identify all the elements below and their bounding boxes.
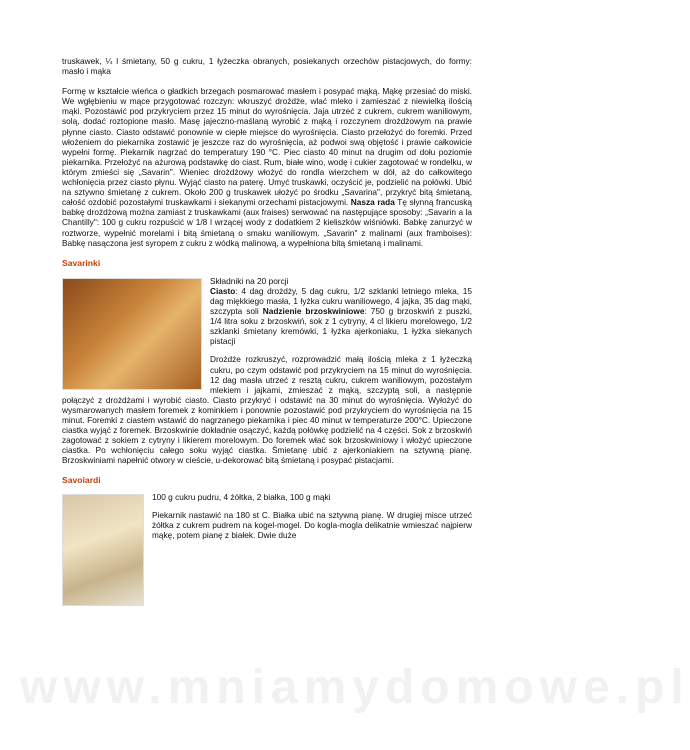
savarin-method: Formę w kształcie wieńca o gładkich brzegach posmarować masłem i posypać mąką. Mąkę przesiać do miski. We wgłębieniu w mące przygotować rozczyn: wkruszyć drożdże, wlać mleko i zamieszać z niewielką ilością mąki. Pozostawić pod przykryciem przez 15 minut do wyrośnięcia. Jaja utrzeć z cukrem, cukrem waniliowym, solą, dodać roztopione masło. Masę jajeczno-maślaną wyrobić z mąką i rozczynem drożdżowym na prawie płynne ciasto. Ciasto odstawić ponownie w ciepłe miejsce do wyrośnięcia. Ciasto przełożyć do foremki. Przed włożeniem do piekarnika zostawić je jeszcze raz do wyrośnięcia, aż podwoi swą objętość i prawie całkowicie wypełni formę. Piekarnik nagrzać do temperatury 190 °C. Piec ciasto 40 minut na drugim od dołu poziomie piekarnika. Przełożyć na ażurową podstawkę do ciast. Rum, białe wino, wodę i cukier zagotować w rondelku, w którym zmieści się „Savarin". Wieniec drożdżowy włożyć do rondla wierzchem w dół, aż do całkowitego wchłonięcia przez ciasto płynu. Wyjąć ciasto na paterę. Umyć truskawki, oczyścić je, podzielić na połówki. Ubić na sztywno śmietanę z cukrem. Około 200 g truskawek ułożyć po środku „Savarina", przykryć bitą śmietaną, całość ozdobić pozostałymi truskawkami i siekanymi orzechami pistacjowymi. Nasza rada Tę słynną francuską babkę drożdżową można zamiast z truskawkami (aux fraises) serwować na następujące sposoby: „Savarin a la Chantilly": 100 g cukru rozpuścić w 1/8 l wrzącej wody z dodatkiem 2 kieliszków wiśniówki. Babkę zanurzyć w roztworze, wypełnić morelami i bitą śmietaną o smaku waniliowym. „Savarin" z malinami (aux framboises): Babkę nasączona jest syropem z cukru z wódką malinową, a wypełniona bitą śmietaną i malinami. (62, 86, 472, 248)
savarinki-portions: Składniki na 20 porcji (210, 275, 289, 286)
savoiardi-ingredients: 100 g cukru pudru, 4 żółtka, 2 białka, 100 g mąki (152, 491, 331, 502)
savarinki-ingredients: Ciasto: 4 dag drożdży, 5 dag cukru, 1/2 szklanki letniego mleka, 15 dag miękkiego masła, 1 łyżka cukru waniliowego, 4 jajka, 35 dag mąki, szczypta soli Nadzienie brzoskwiniowe: 750 g brzoskwiń z puszki, 1/4 litra soku z brzoskwiń, sok z 1 cytryny, 4 cl likieru morelowego, 1/2 szklanki śmietany kremówki, 1 łyżka ajerkoniaku, 1 łyżka siekanych pistacji (210, 285, 473, 347)
savoiardi-method: Piekarnik nastawić na 180 st C. Białka ubić na sztywną pianę. W drugiej misce utrzeć żółtka z cukrem pudrem na kogel-mogel. Do kogla-mogla delikatnie wmieszać najpierw mąkę, potem pianę z białek. Dwie duże (152, 509, 472, 540)
savarinki-photo (62, 278, 202, 390)
intro-ingredients: truskawek, ¼ l śmietany, 50 g cukru, 1 łyżeczka obranych, posiekanych orzechów pistacjowych, do formy: masło i mąka (62, 56, 472, 77)
savarinki-method: Drożdże rozkruszyć, rozprowadzić małą ilością mleka z 1 łyżeczką cukru, po czym odstawić pod przykryciem na 15 minut do wyrośnięcia. 12 dag masła utrzeć z resztą cukru, cukrem waniliowym, pozostałym mlekiem i jajkami, zmieszać z mąką, szczyptą soli, a następnie połączyć z drożdżami i wyrobić ciasto. Ciasto przykryć i odstawić na 30 minut do wyrośnięcia. Wyłożyć do wysmarowanych masłem foremek z kominkiem i ponownie pozostawić pod przykryciem do wyrośnięcia na 15 minut. Foremki z ciastem wstawić do nagrzanego piekarnika i piec 40 minut w temperaturze 200°C. Upieczone ciastka wyjąć z foremek. Brzoskwinie dokładnie osączyć, każdą połówkę podzielić na 4 części. Sok z brzoskwiń zagotować z sokiem z cytryny i likierem morelowym. Do foremek włać sok brzoskwiniowy i włożyć upieczone ciastka. Po wchłonięciu całego soku wyjąć ciastka. Śmietanę ubić z ajerkoniakiem na sztywną pianę. Brzoskwiniami napełnić otwory w cieście, u-dekorować bitą śmietaną i posypać pistacjami. (62, 354, 472, 466)
document-page (62, 56, 472, 606)
savoiardi-photo (62, 494, 144, 606)
watermark: www.mniamydomowe.pl (20, 661, 690, 714)
savoiardi-heading: Savoiardi (62, 475, 101, 486)
tip-label: Nasza rada (350, 197, 395, 208)
savarinki-heading: Savarinki (62, 257, 101, 268)
